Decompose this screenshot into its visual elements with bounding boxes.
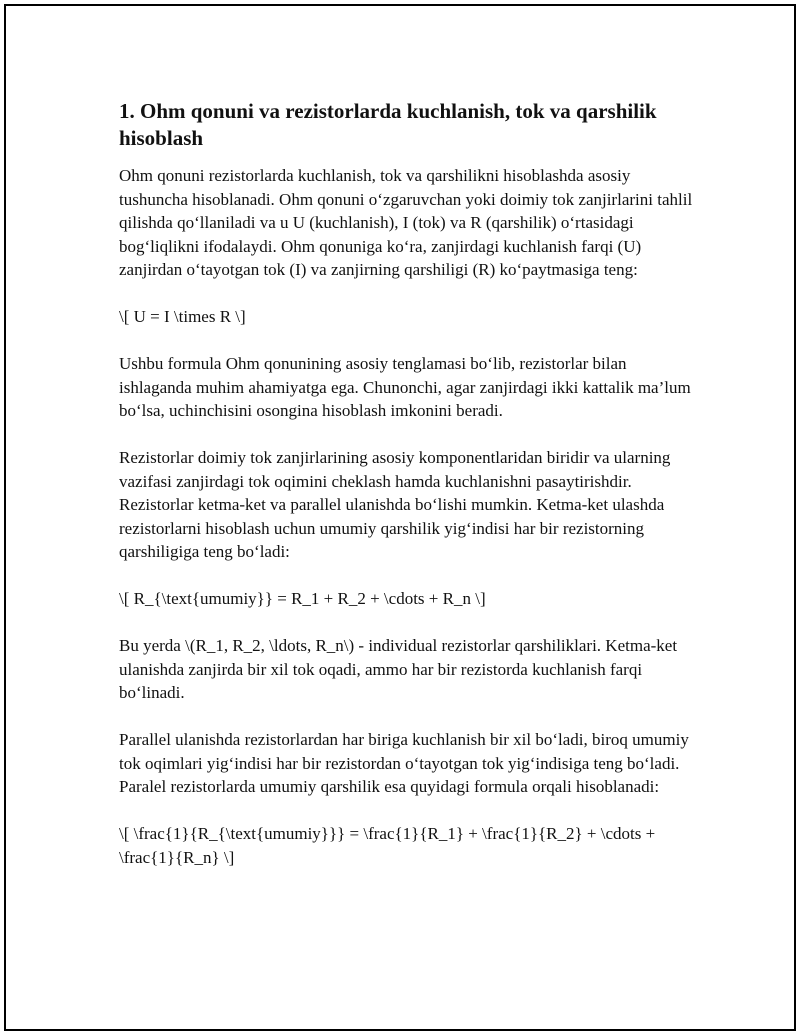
paragraph-series-resistors: Rezistorlar doimiy tok zanjirlarining asosiy komponentlaridan biridir va ularning vazifasi zanjirdagi tok oqimini cheklash hamda kuchlanishni pasaytirishdir. Rezistorlar ketma-ket va parallel ulanishda bo‘lishi mumkin. Ketma-ket ulashda rezistorlarni hisoblash uchun umumiy qarshilik yig‘indisi har bir rezistorning qarshiligiga teng bo‘ladi:: [119, 448, 671, 561]
document-page: [4, 4, 796, 1031]
paragraph-parallel-resistors: Parallel ulanishda rezistorlardan har biriga kuchlanish bir xil bo‘ladi, biroq umumiy tok oqimlari yig‘indisi har bir rezistordan o‘tayotgan tok yig‘indisiga teng bo‘ladi. Paralel rezistorlarda umumiy qarshilik esa quyidagi formula orqali hisoblanadi:: [119, 730, 689, 796]
formula-series-resistance: \[ R_{\text{umumiy}} = R_1 + R_2 + \cdots + R_n \]: [119, 589, 486, 608]
document-content: [119, 98, 699, 893]
paragraph-series-explanation: Bu yerda \(R_1, R_2, \ldots, R_n\) - individual rezistorlar qarshiliklari. Ketma-ket ulanishda zanjirda bir xil tok oqadi, ammo har bir rezistorda kuchlanish farqi bo‘linadi.: [119, 636, 678, 702]
paragraph-ohm-intro: Ohm qonuni rezistorlarda kuchlanish, tok va qarshilikni hisoblashda asosiy tushuncha hisoblanadi. Ohm qonuni o‘zgaruvchan yoki doimiy tok zanjirlarini tahlil qilishda qo‘llaniladi va u U (kuchlanish), I (tok) va R (qarshilik) o‘rtasidagi bog‘liqlikni ifodalaydi. Ohm qonuniga ko‘ra, zanjirdagi kuchlanish farqi (U) zanjirdan o‘tayotgan tok (I) va zanjirning qarshiligi (R) ko‘paytmasiga teng:: [119, 166, 693, 279]
formula-parallel-resistance: \[ \frac{1}{R_{\text{umumiy}}} = \frac{1}{R_1} + \frac{1}{R_2} + \cdots + \frac{1}{R_n} \]: [119, 824, 656, 867]
paragraph-formula-importance: Ushbu formula Ohm qonunining asosiy tenglamasi bo‘lib, rezistorlar bilan ishlaganda muhim ahamiyatga ega. Chunonchi, agar zanjirdagi ikki kattalik ma’lum bo‘lsa, uchinchisini osongina hisoblash imkonini beradi.: [119, 354, 691, 420]
formula-ohm-law: \[ U = I \times R \]: [119, 307, 246, 326]
section-heading: 1. Ohm qonuni va rezistorlarda kuchlanish, tok va qarshilik hisoblash: [119, 99, 657, 150]
